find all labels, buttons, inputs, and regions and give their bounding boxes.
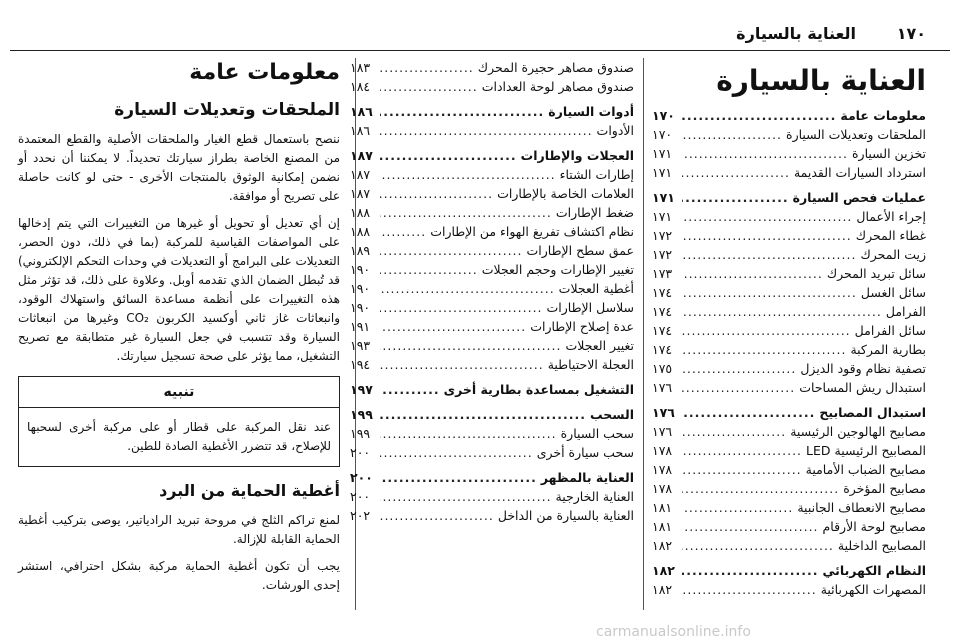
toc-entry-page: ١٧٠ xyxy=(652,127,673,142)
page-header xyxy=(0,0,960,54)
toc-entry[interactable] xyxy=(652,106,926,125)
caution-box xyxy=(18,376,340,467)
toc-entry-page: ١٨٢ xyxy=(652,563,675,578)
toc-entry-page: ١٧٨ xyxy=(652,462,673,477)
subsection-title: الملحقات وتعديلات السيارة xyxy=(114,100,340,120)
toc-entry-title: الملحقات وتعديلات السيارة xyxy=(786,127,926,142)
toc-entry-title: سلاسل الإطارات xyxy=(546,300,634,315)
toc-entry[interactable] xyxy=(350,424,634,443)
toc-leader-dots xyxy=(682,125,782,144)
toc-leader-dots xyxy=(380,203,552,222)
toc-entry-page: ١٨٧ xyxy=(350,167,371,182)
toc-entry-page: ١٩٠ xyxy=(350,300,371,315)
toc-entry-title: تخزين السيارة xyxy=(851,146,926,161)
toc-entry-page: ١٧٢ xyxy=(652,228,673,243)
toc-leader-dots xyxy=(682,561,819,580)
toc-entry-page: ١٧٨ xyxy=(652,443,673,458)
toc-entry[interactable] xyxy=(350,102,634,121)
toc-leader-dots xyxy=(380,222,426,241)
toc-entry[interactable] xyxy=(652,188,926,207)
toc-leader-dots xyxy=(380,77,478,96)
toc-entry[interactable] xyxy=(350,380,634,399)
toc-entry-title: صندوق مصاهر لوحة العدادات xyxy=(481,79,634,94)
toc-entry-title: العناية الخارجية xyxy=(555,489,634,504)
toc-entry[interactable] xyxy=(350,317,634,336)
toc-entry[interactable] xyxy=(350,58,634,77)
toc-leader-dots xyxy=(380,424,557,443)
toc-entry-title: نظام اكتشاف تفريغ الهواء من الإطارات xyxy=(430,224,634,239)
toc-entry[interactable] xyxy=(652,441,926,460)
toc-entry-page: ١٩٩ xyxy=(350,426,371,441)
toc-entry-page: ١٧٦ xyxy=(652,405,675,420)
toc-leader-dots xyxy=(380,487,552,506)
toc-entry-title: سائل الغسل xyxy=(860,285,926,300)
toc-entry-title: مصابيح الانعطاف الجانبية xyxy=(797,500,926,515)
toc-entry-page: ١٨٧ xyxy=(350,186,371,201)
toc-entry[interactable] xyxy=(652,245,926,264)
toc-entry[interactable] xyxy=(350,260,634,279)
toc-entry[interactable] xyxy=(652,340,926,359)
toc-entry-page: ١٩٤ xyxy=(350,357,371,372)
toc-entry-page: ١٧١ xyxy=(652,165,673,180)
toc-column-middle xyxy=(350,58,634,618)
toc-entry-title: استرداد السيارات القديمة xyxy=(793,165,926,180)
toc-entry-page: ١٧١ xyxy=(652,146,673,161)
toc-leader-dots xyxy=(682,441,802,460)
toc-leader-dots xyxy=(380,146,517,165)
toc-column-right xyxy=(652,58,926,618)
toc-entry-title: العجلة الاحتياطية xyxy=(547,357,634,372)
toc-leader-dots xyxy=(380,165,556,184)
toc-leader-dots xyxy=(682,580,817,599)
toc-entry-title: سحب سيارة أخرى xyxy=(536,445,634,460)
toc-entry-title: صندوق مصاهر حجيرة المحرك xyxy=(477,60,634,75)
toc-leader-dots xyxy=(380,506,494,525)
toc-entry[interactable] xyxy=(652,479,926,498)
toc-entry[interactable] xyxy=(652,283,926,302)
toc-leader-dots xyxy=(682,536,834,555)
column-divider xyxy=(643,58,644,610)
toc-entry[interactable] xyxy=(652,460,926,479)
toc-entry-page: ١٨٨ xyxy=(350,205,371,220)
toc-entry-title: عدة إصلاح الإطارات xyxy=(530,319,634,334)
toc-entry-title: سائل الفرامل xyxy=(854,323,926,338)
toc-entry[interactable] xyxy=(350,203,634,222)
toc-entry-page: ١٧٦ xyxy=(652,424,673,439)
toc-entry-page: ١٨٢ xyxy=(652,582,673,597)
toc-entry-page: ١٧٤ xyxy=(652,342,673,357)
toc-entry-title: العجلات والإطارات xyxy=(520,148,634,163)
running-title: العناية بالسيارة xyxy=(736,24,856,43)
toc-entry-title: مصابيح المؤخرة xyxy=(843,481,926,496)
toc-leader-dots xyxy=(380,380,440,399)
toc-entry-title: مصابيح الضباب الأمامية xyxy=(805,462,926,477)
toc-leader-dots xyxy=(380,355,544,374)
toc-entry-page: ١٩٩ xyxy=(350,407,373,422)
toc-entry-page: ١٧٢ xyxy=(652,247,673,262)
toc-leader-dots xyxy=(380,317,526,336)
toc-entry[interactable] xyxy=(350,241,634,260)
toc-entry[interactable] xyxy=(350,355,634,374)
page-number: ١٧٠ xyxy=(896,24,926,43)
section-title: معلومات عامة xyxy=(189,60,340,85)
toc-leader-dots xyxy=(682,460,802,479)
toc-entry[interactable] xyxy=(350,222,634,241)
toc-entry-title: تغيير العجلات xyxy=(565,338,634,353)
toc-entry-page: ١٧٠ xyxy=(652,108,675,123)
toc-entry-page: ١٨٣ xyxy=(350,60,371,75)
toc-leader-dots xyxy=(682,498,793,517)
toc-entry-title: غطاء المحرك xyxy=(855,228,926,243)
toc-leader-dots xyxy=(682,340,846,359)
toc-leader-dots xyxy=(682,163,790,182)
paragraph: لمنع تراكم الثلج في مروحة تبريد الرادياتير، يوصى بتركيب أغطية الحماية القابلة للإزالة. xyxy=(18,513,340,546)
watermark: carmanualsonline.info xyxy=(596,624,751,640)
toc-entry[interactable] xyxy=(350,279,634,298)
toc-entry-title: استبدال ريش المساحات xyxy=(799,380,926,395)
toc-entry-title: عمق سطح الإطارات xyxy=(526,243,634,258)
toc-entry-title: إجراء الأعمال xyxy=(856,209,926,224)
toc-leader-dots xyxy=(682,106,836,125)
toc-entry[interactable] xyxy=(350,298,634,317)
toc-leader-dots xyxy=(380,443,533,462)
toc-leader-dots xyxy=(380,102,544,121)
caution-heading: تنبيه xyxy=(19,377,339,408)
toc-leader-dots xyxy=(380,121,593,140)
toc-entry[interactable] xyxy=(652,403,926,422)
toc-entry-title: تغيير الإطارات وحجم العجلات xyxy=(481,262,634,277)
toc-leader-dots xyxy=(682,517,819,536)
content-column xyxy=(18,58,340,618)
toc-entry-page: ١٨٧ xyxy=(350,148,373,163)
toc-entry-title: العناية بالمظهر xyxy=(540,470,634,485)
toc-entry[interactable] xyxy=(652,536,926,555)
toc-entry-title: ضغط الإطارات xyxy=(555,205,634,220)
toc-entry-title: المصهرات الكهربائية xyxy=(820,582,926,597)
toc-entry-page: ١٨٦ xyxy=(350,104,373,119)
toc-entry-page: ١٩٠ xyxy=(350,281,371,296)
toc-leader-dots xyxy=(682,283,857,302)
toc-entry-page: ١٨٦ xyxy=(350,123,371,138)
toc-entry-title: أغطية العجلات xyxy=(558,281,634,296)
toc-entry-page: ١٩٠ xyxy=(350,262,371,277)
toc-entry-page: ١٩٧ xyxy=(350,382,373,397)
toc-entry[interactable] xyxy=(652,378,926,397)
paragraph: ننصح باستعمال قطع الغيار والملحقات الأصلية والقطع المعتمدة من المصنع الخاصة بطراز سيارتك تحديداً. لا يمكننا أن نحدد أو نضمن إمكانية الوثوق بالمنتجات الأخرى - حتى لو كانت حاصلة على تصريح أو موافقة. xyxy=(18,132,340,203)
toc-entry-title: العلامات الخاصة بالإطارات xyxy=(497,186,634,201)
toc-leader-dots xyxy=(380,279,555,298)
toc-entry-page: ١٧٦ xyxy=(652,380,673,395)
toc-entry[interactable] xyxy=(652,321,926,340)
toc-leader-dots xyxy=(380,58,474,77)
paragraph: إن أي تعديل أو تحويل أو غيرها من التغييرات التي يتم إدخالها على المواصفات القياسية للمركبة (بما في ذلك، دون الحصر، التعديلات على البرامج أو التعديلات في وحدات التحكم الإلكتروني) قد تُبطل الضمان الذي تقدمه أوبل. وعلاوة على ذلك، قد تؤثر مثل هذه التغييرات على أنظمة مساعدة السائق واستهلاك الوقود، وانبعاثات غاز ثاني أوكسيد الكربون CO₂ وغيرها من انبعاثات السيارة وقد تتسبب في جعل السيارة غير متطابقة مع تصريح التشغيل، مما يؤثر على صحة تسجيل سيارتك. xyxy=(18,216,340,363)
toc-entry-title: معلومات عامة xyxy=(840,108,926,123)
toc-entry[interactable] xyxy=(652,422,926,441)
toc-leader-dots xyxy=(380,336,561,355)
toc-entry[interactable] xyxy=(652,517,926,536)
paragraph: يجب أن تكون أغطية الحماية مركبة بشكل احترافي، استشر إحدى الورشات. xyxy=(18,559,340,592)
toc-entry[interactable] xyxy=(350,506,634,525)
toc-leader-dots xyxy=(682,207,852,226)
toc-leader-dots xyxy=(682,188,789,207)
toc-entry-page: ١٧٣ xyxy=(652,266,673,281)
toc-entry-title: تصفية نظام وقود الديزل xyxy=(800,361,926,376)
toc-entry-title: المصابيح الرئيسية LED xyxy=(806,443,926,458)
toc-leader-dots xyxy=(682,403,815,422)
toc-leader-dots xyxy=(682,378,795,397)
toc-entry-page: ١٧١ xyxy=(652,209,673,224)
toc-entry-page: ١٩٣ xyxy=(350,338,371,353)
toc-entry[interactable] xyxy=(350,146,634,165)
toc-entry-page: ١٨١ xyxy=(652,519,673,534)
toc-entry[interactable] xyxy=(652,561,926,580)
toc-entry[interactable] xyxy=(350,121,634,140)
toc-leader-dots xyxy=(682,264,823,283)
toc-entry-title: سائل تبريد المحرك xyxy=(826,266,926,281)
toc-entry-page: ١٧٤ xyxy=(652,285,673,300)
toc-leader-dots xyxy=(380,298,543,317)
toc-entry-title: الأدوات xyxy=(596,123,634,138)
toc-entry-page: ١٨٨ xyxy=(350,224,371,239)
toc-entry[interactable] xyxy=(652,226,926,245)
toc-entry[interactable] xyxy=(350,443,634,462)
toc-entry-title: السحب xyxy=(590,407,634,422)
caution-text: عند نقل المركبة على قطار أو على مركبة أخرى لسحبها للإصلاح، قد تتضرر الأغطية الصادة للطين. xyxy=(27,420,331,453)
toc-leader-dots xyxy=(682,479,839,498)
toc-leader-dots xyxy=(682,302,882,321)
toc-entry-title: أدوات السيارة xyxy=(548,104,634,119)
toc-leader-dots xyxy=(380,241,523,260)
toc-entry-title: العناية بالسيارة من الداخل xyxy=(497,508,634,523)
toc-entry[interactable] xyxy=(652,207,926,226)
toc-entry[interactable] xyxy=(652,125,926,144)
toc-entry-page: ١٨٩ xyxy=(350,243,371,258)
toc-leader-dots xyxy=(682,245,856,264)
toc-leader-dots xyxy=(682,321,851,340)
toc-entry[interactable] xyxy=(350,405,634,424)
toc-leader-dots xyxy=(380,405,586,424)
toc-entry-page: ١٧٨ xyxy=(652,481,673,496)
toc-entry-page: ٢٠٠ xyxy=(350,470,373,485)
toc-entry[interactable] xyxy=(652,264,926,283)
toc-entry[interactable] xyxy=(652,163,926,182)
toc-entry-page: ٢٠٢ xyxy=(350,508,371,523)
toc-entry[interactable] xyxy=(350,77,634,96)
toc-entry-title: الفرامل xyxy=(885,304,926,319)
toc-entry-page: ١٩١ xyxy=(350,319,371,334)
toc-entry-page: ١٧٥ xyxy=(652,361,673,376)
toc-leader-dots xyxy=(682,144,848,163)
toc-entry-title: مصابيح لوحة الأرقام xyxy=(822,519,926,534)
toc-entry-page: ١٨١ xyxy=(652,500,673,515)
toc-entry-title: سحب السيارة xyxy=(560,426,634,441)
toc-entry[interactable] xyxy=(350,165,634,184)
toc-leader-dots xyxy=(380,260,478,279)
toc-leader-dots xyxy=(682,226,852,245)
toc-leader-dots xyxy=(682,422,786,441)
toc-entry[interactable] xyxy=(350,336,634,355)
toc-list xyxy=(652,106,926,599)
toc-leader-dots xyxy=(380,468,537,487)
toc-entry-title: التشغيل بمساعدة بطارية أخرى xyxy=(443,382,634,397)
toc-entry-title: المصابيح الداخلية xyxy=(837,538,926,553)
toc-entry[interactable] xyxy=(652,580,926,599)
toc-leader-dots xyxy=(682,359,796,378)
toc-entry-title: النظام الكهربائي xyxy=(822,563,926,578)
toc-entry-page: ١٨٢ xyxy=(652,538,673,553)
toc-entry-title: زيت المحرك xyxy=(860,247,926,262)
toc-entry-title: إطارات الشتاء xyxy=(559,167,634,182)
toc-list xyxy=(350,58,634,525)
toc-entry-title: مصابيح الهالوجين الرئيسية xyxy=(790,424,926,439)
toc-entry-title: بطارية المركبة xyxy=(850,342,926,357)
toc-entry[interactable] xyxy=(652,498,926,517)
chapter-title: العناية بالسيارة xyxy=(716,64,926,97)
toc-entry-page: ١٧٤ xyxy=(652,323,673,338)
toc-entry[interactable] xyxy=(350,468,634,487)
toc-entry[interactable] xyxy=(652,144,926,163)
toc-entry-title: استبدال المصابيح xyxy=(819,405,926,420)
toc-entry[interactable] xyxy=(350,487,634,506)
toc-entry-page: ١٧٤ xyxy=(652,304,673,319)
toc-entry-title: عمليات فحص السيارة xyxy=(792,190,926,205)
header-rule xyxy=(10,50,950,51)
toc-entry[interactable] xyxy=(652,359,926,378)
toc-entry-page: ٢٠٠ xyxy=(350,445,371,460)
toc-entry-page: ١٨٤ xyxy=(350,79,371,94)
toc-entry-page: ٢٠٠ xyxy=(350,489,371,504)
subsection-title: أغطية الحماية من البرد xyxy=(159,481,340,500)
toc-leader-dots xyxy=(380,184,493,203)
toc-entry-page: ١٧١ xyxy=(652,190,675,205)
toc-entry[interactable] xyxy=(350,184,634,203)
toc-entry[interactable] xyxy=(652,302,926,321)
